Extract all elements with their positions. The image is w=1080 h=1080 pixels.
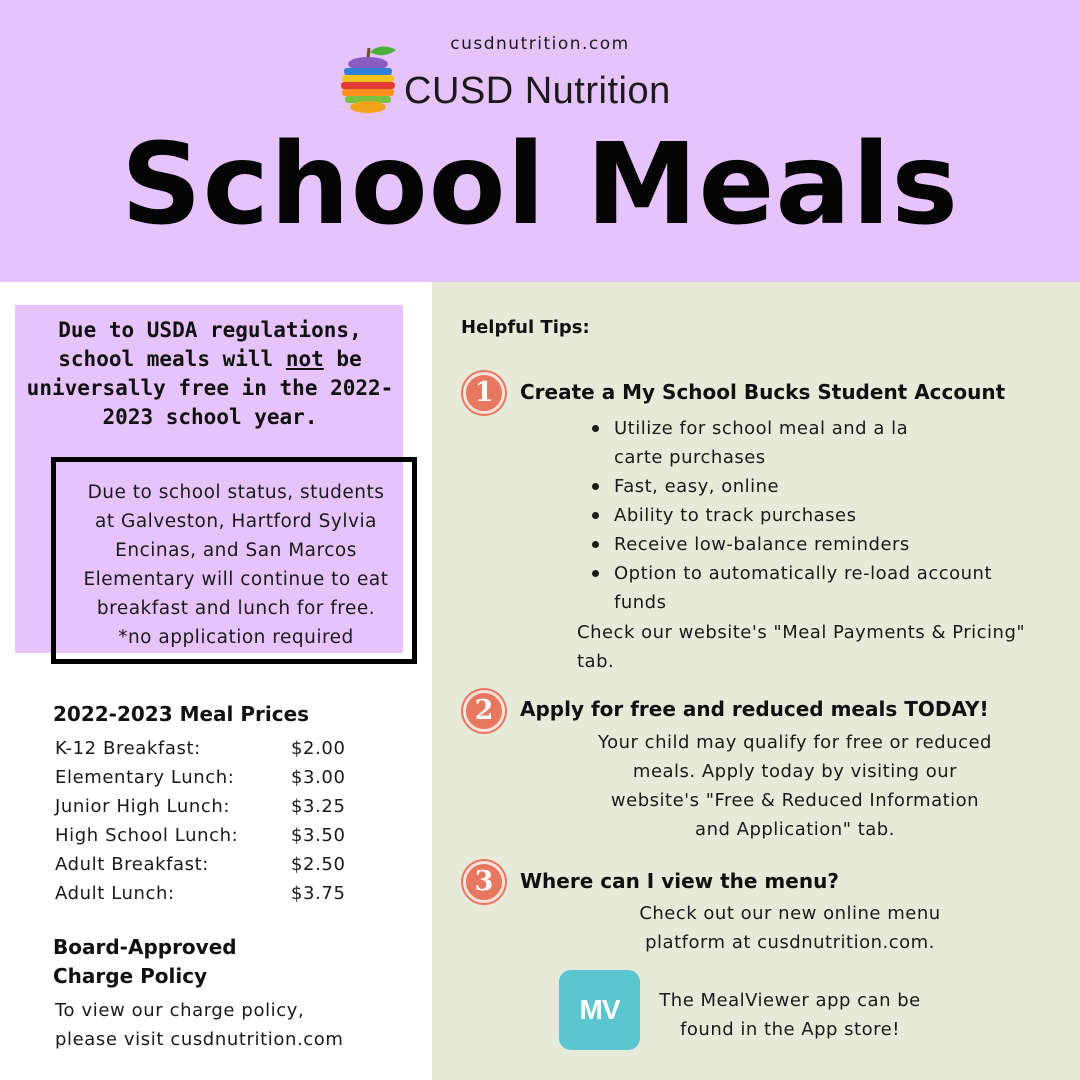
status-text <box>60 478 412 652</box>
notice-heading-pre: Due to USDA regulations, school meals will <box>58 318 362 371</box>
tip-2-heading: Apply for free and reduced meals TODAY! <box>520 697 989 721</box>
price-name: Elementary Lunch: <box>55 767 235 788</box>
policy-title-line: Charge Policy <box>53 964 208 988</box>
list-item <box>590 501 992 530</box>
bullet-line: Ability to track purchases <box>614 505 857 526</box>
apple-logo-icon <box>338 44 398 116</box>
price-row <box>55 883 385 912</box>
app-text-line: The MealViewer app can be <box>659 990 921 1011</box>
price-row <box>55 796 385 825</box>
site-url[interactable]: cusdnutrition.com <box>450 34 630 54</box>
tip-2-text-line: Your child may qualify for free or reduced <box>598 732 992 753</box>
tip-2-text-line: website's "Free & Reduced Information <box>610 790 980 811</box>
list-item <box>590 414 992 472</box>
status-line: Encinas, and San Marcos <box>115 540 357 561</box>
price-name: High School Lunch: <box>55 825 239 846</box>
step-2-badge: 2 <box>463 690 505 732</box>
bullet-line: Option to automatically re-load account <box>614 563 992 584</box>
price-row <box>55 738 385 767</box>
bullet-line: carte purchases <box>614 447 766 468</box>
tip-3-text <box>600 899 980 957</box>
bullet-icon <box>592 483 599 490</box>
bullet-icon <box>592 570 599 577</box>
price-row <box>55 854 385 883</box>
tip-1-note-line: tab. <box>577 651 615 672</box>
policy-text-line: please visit cusdnutrition.com <box>55 1029 344 1050</box>
price-value: $3.00 <box>291 767 346 788</box>
tip-3-heading: Where can I view the menu? <box>520 869 839 893</box>
policy-title-line: Board-Approved <box>53 935 237 959</box>
price-name: K-12 Breakfast: <box>55 738 201 759</box>
tip-1-note-line: Check our website's "Meal Payments & Pricing" <box>577 622 1026 643</box>
price-value: $2.00 <box>291 738 346 759</box>
bullet-line: Utilize for school meal and a la <box>614 418 909 439</box>
tip-1-note <box>577 618 1025 676</box>
policy-text-line: To view our charge policy, <box>55 1000 305 1021</box>
tip-3-text-line: platform at cusdnutrition.com. <box>645 932 935 953</box>
notice-heading <box>22 316 398 432</box>
price-name: Junior High Lunch: <box>55 796 231 817</box>
price-value: $3.25 <box>291 796 346 817</box>
tips-title: Helpful Tips: <box>461 317 590 338</box>
status-line: at Galveston, Hartford Sylvia <box>95 511 377 532</box>
bullet-line: Fast, easy, online <box>614 476 780 497</box>
price-name: Adult Breakfast: <box>55 854 209 875</box>
tip-2-text-line: and Application" tab. <box>695 819 895 840</box>
status-line: Due to school status, students <box>87 482 385 503</box>
tip-1-bullets <box>590 414 992 617</box>
tip-2-text <box>560 728 1030 844</box>
price-name: Adult Lunch: <box>55 883 175 904</box>
tip-2-text-line: meals. Apply today by visiting our <box>632 761 958 782</box>
list-item <box>590 472 992 501</box>
price-row <box>55 825 385 854</box>
price-value: $2.50 <box>291 854 346 875</box>
bullet-icon <box>592 541 599 548</box>
tip-1-heading: Create a My School Bucks Student Account <box>520 380 1006 404</box>
app-text-line: found in the App store! <box>680 1019 900 1040</box>
bullet-icon <box>592 425 599 432</box>
app-text <box>630 986 950 1044</box>
policy-title <box>53 933 237 991</box>
page-title: School Meals <box>120 120 960 250</box>
notice-heading-emphasis: not <box>285 347 324 371</box>
status-line: Elementary will continue to eat <box>83 569 389 590</box>
bullet-line: funds <box>614 592 667 613</box>
notice-heading-post: be universally free in the 2022-2023 school year. <box>26 347 394 429</box>
step-3-badge: 3 <box>463 861 505 903</box>
policy-text <box>55 996 344 1054</box>
step-1-badge: 1 <box>463 372 505 414</box>
bullet-icon <box>592 512 599 519</box>
list-item <box>590 559 992 617</box>
list-item <box>590 530 992 559</box>
status-line: breakfast and lunch for free. <box>96 598 376 619</box>
price-value: $3.50 <box>291 825 346 846</box>
status-line: *no application required <box>118 627 354 648</box>
bullet-line: Receive low-balance reminders <box>614 534 910 555</box>
tip-3-text-line: Check out our new online menu <box>639 903 941 924</box>
price-row <box>55 767 385 796</box>
price-value: $3.75 <box>291 883 346 904</box>
prices-title: 2022-2023 Meal Prices <box>53 702 310 726</box>
mealviewer-app-icon[interactable]: MV <box>559 970 640 1050</box>
brand-name: CUSD Nutrition <box>404 70 671 112</box>
